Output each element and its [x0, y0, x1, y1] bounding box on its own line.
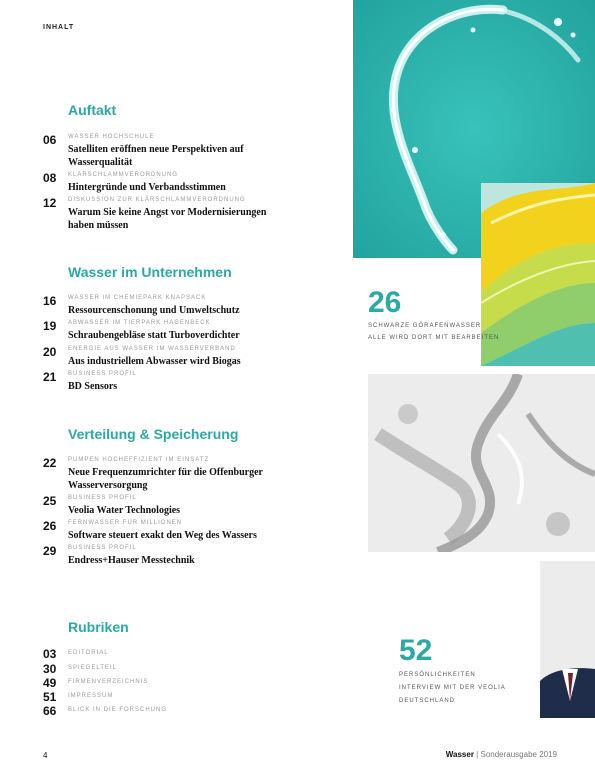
teaser-line: PERSÖNLICHKEITEN	[399, 672, 476, 678]
entry-title: Aus industriellem Abwasser wird Biogas	[68, 356, 241, 367]
entry-category: KLÄRSCHLAMMVERORDNUNG	[68, 172, 179, 178]
issue-label: | Sonderausgabe 2019	[473, 750, 557, 759]
page-number: 21	[43, 370, 57, 384]
page-number: 20	[43, 345, 57, 359]
rubrik-label: FIRMENVERZEICHNIS	[68, 679, 149, 685]
entry-title: BD Sensors	[68, 381, 118, 392]
entry-title: Warum Sie keine Angst vor Modernisierungen haben müssen	[68, 207, 267, 231]
entry-title: Software steuert exakt den Weg des Wassers	[68, 530, 257, 541]
entry-title: Endress+Hauser Messtechnik	[68, 555, 195, 566]
powder-image	[368, 374, 595, 552]
entry-category: WASSER HOCHSCHULE	[68, 134, 155, 140]
teaser-line: DEUTSCHLAND	[399, 698, 456, 704]
entry-category: BUSINESS PROFIL	[68, 545, 137, 551]
rubrik-label: SPIEGELTEIL	[68, 665, 117, 671]
entry-title: Schraubengebläse statt Turboverdichter	[68, 330, 240, 341]
section-title-rubriken: Rubriken	[68, 619, 129, 635]
entry-category: WASSER IM CHEMIEPARK KNAPSACK	[68, 295, 207, 301]
teaser-line: INTERVIEW MIT DER VEOLIA	[399, 685, 506, 691]
entry-category: PUMPEN HOCHEFFIZIENT IM EINSATZ	[68, 457, 210, 463]
teaser-line: SCHWARZE GÖRAFENWASSER	[368, 323, 482, 329]
page-number: 19	[43, 319, 57, 333]
page-number-footer: 4	[43, 751, 48, 760]
rubrik-label: BLICK IN DIE FORSCHUNG	[68, 707, 168, 713]
page-number: 22	[43, 456, 57, 470]
entry-category: BUSINESS PROFIL	[68, 495, 137, 501]
page-number: 03	[43, 647, 57, 661]
page-number: 12	[43, 196, 57, 210]
page-number: 25	[43, 494, 57, 508]
page-number: 26	[43, 519, 57, 533]
section-title-auftakt: Auftakt	[68, 102, 117, 118]
rubrik-label: IMPRESSUM	[68, 693, 114, 699]
page-number: 06	[43, 133, 57, 147]
entry-title: Satelliten eröffnen neue Perspektiven auf Wasserqualität	[68, 144, 244, 168]
rubrik-label: EDITORIAL	[68, 650, 109, 656]
section-title-unternehmen: Wasser im Unternehmen	[68, 264, 232, 280]
entry-title: Neue Frequenzumrichter für die Offenburger Wasserversorgung	[68, 467, 263, 491]
page-number: 30	[43, 662, 57, 676]
section-label: INHALT	[43, 24, 75, 31]
teaser-page-number[interactable]: 52	[399, 634, 433, 667]
magazine-footer	[446, 750, 557, 759]
entry-category: FERNWASSER FÜR MILLIONEN	[68, 520, 183, 526]
person-photo	[540, 561, 595, 718]
magazine-name: Wasser	[445, 750, 474, 759]
entry-category: BUSINESS PROFIL	[68, 371, 137, 377]
entry-category: ENERGIE AUS WASSER IM WASSERVERBAND	[68, 346, 236, 352]
entry-title: Veolia Water Technologies	[68, 505, 181, 516]
entry-category: ABWASSER IM TIERPARK HAGENBECK	[68, 320, 211, 326]
section-title-verteilung: Verteilung & Speicherung	[68, 426, 239, 442]
page-number: 16	[43, 294, 57, 308]
page-number: 49	[43, 676, 57, 690]
page-number: 08	[43, 171, 57, 185]
entry-title: Hintergründe und Verbandsstimmen	[68, 182, 226, 193]
teaser-page-number[interactable]: 26	[368, 286, 402, 319]
page-number: 66	[43, 704, 57, 718]
teaser-line: ALLE WIRD DORT MIT BEARBEITEN	[368, 335, 500, 341]
page-number: 51	[43, 690, 57, 704]
page-number: 29	[43, 544, 57, 558]
entry-category: DISKUSSION ZUR KLÄRSCHLAMMVERORDNUNG	[68, 197, 246, 203]
entry-title: Ressourcenschonung und Umweltschutz	[68, 305, 240, 316]
